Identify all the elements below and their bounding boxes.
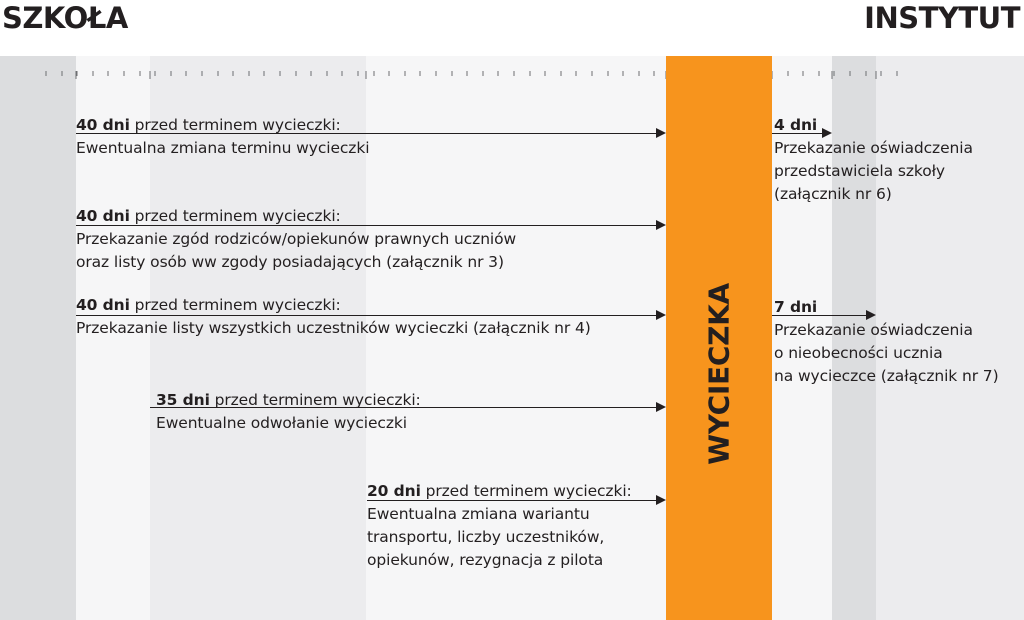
left-event-4 — [156, 389, 421, 435]
arrowhead-icon — [656, 220, 666, 230]
event-description: Przekazanie oświadczenia — [774, 321, 973, 339]
event-heading: 7 dni — [774, 298, 818, 316]
school-title: SZKOŁA — [2, 1, 128, 35]
event-heading: 20 dni przed terminem wycieczki: — [367, 482, 632, 500]
event-description: Ewentualna zmiana wariantu — [367, 505, 590, 523]
left-event-4-arrow — [150, 407, 664, 408]
event-description: przedstawiciela szkoły — [774, 162, 945, 180]
event-description: Przekazanie zgód rodziców/opiekunów prawnych uczniów — [76, 230, 517, 248]
arrowhead-icon — [656, 310, 666, 320]
arrowhead-icon — [822, 128, 832, 138]
left-event-1-arrow — [76, 133, 664, 134]
event-heading: 4 dni — [774, 116, 818, 134]
arrowhead-icon — [656, 402, 666, 412]
right-event-2-arrow — [772, 315, 874, 316]
event-description: transportu, liczby uczestników, — [367, 528, 605, 546]
institute-title: INSTYTUT — [864, 1, 1020, 35]
arrowhead-icon — [656, 495, 666, 505]
left-event-5-arrow — [367, 500, 664, 501]
event-description: na wycieczce (załącznik nr 7) — [774, 367, 999, 385]
right-event-1-arrow — [772, 133, 830, 134]
event-description: Przekazanie oświadczenia — [774, 139, 973, 157]
event-description: Ewentualne odwołanie wycieczki — [156, 414, 407, 432]
event-description: Przekazanie listy wszystkich uczestników wycieczki (załącznik nr 4) — [76, 319, 591, 337]
left-event-5 — [367, 480, 632, 572]
left-event-3 — [76, 294, 591, 340]
arrowhead-icon — [656, 128, 666, 138]
event-description: o nieobecności ucznia — [774, 344, 943, 362]
right-event-2 — [774, 296, 999, 388]
event-heading: 40 dni przed terminem wycieczki: — [76, 296, 341, 314]
arrowhead-icon — [866, 310, 876, 320]
event-heading: 35 dni przed terminem wycieczki: — [156, 391, 421, 409]
event-description: Ewentualna zmiana terminu wycieczki — [76, 139, 370, 157]
trip-day-label-box — [666, 56, 772, 620]
left-event-1 — [76, 114, 369, 160]
event-heading: 40 dni przed terminem wycieczki: — [76, 116, 341, 134]
event-heading: 40 dni przed terminem wycieczki: — [76, 207, 341, 225]
trip-day-label: WYCIECZKA — [702, 283, 736, 465]
left-event-2-arrow — [76, 225, 664, 226]
left-event-3-arrow — [76, 315, 664, 316]
right-event-1 — [774, 114, 973, 206]
event-description: (załącznik nr 6) — [774, 185, 892, 203]
event-description: oraz listy osób ww zgody posiadających (załącznik nr 3) — [76, 253, 504, 271]
event-description: opiekunów, rezygnacja z pilota — [367, 551, 604, 569]
left-event-2 — [76, 205, 516, 274]
